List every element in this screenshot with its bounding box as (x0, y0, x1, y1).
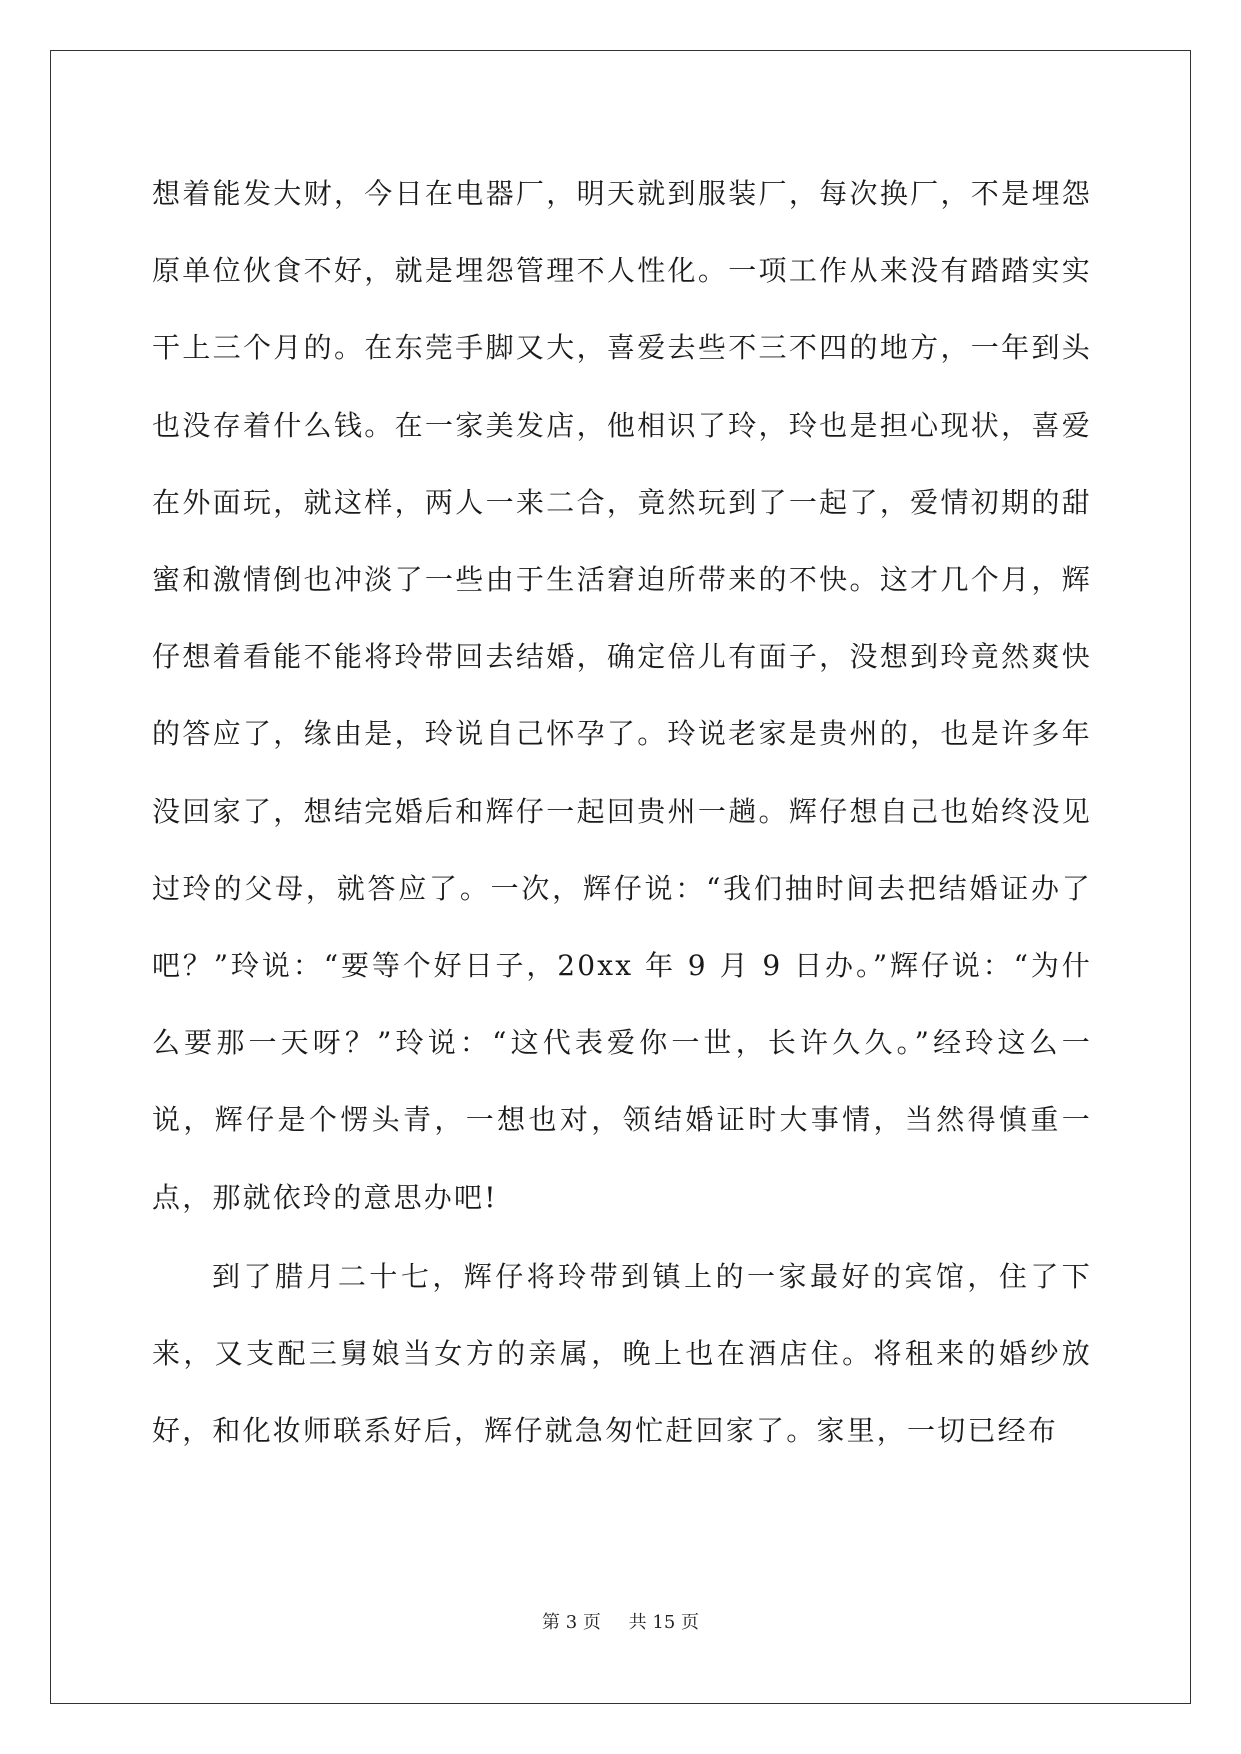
paragraph-2: 到了腊月二十七，辉仔将玲带到镇上的一家最好的宾馆，住了下来，又支配三舅娘当女方的亲属，晚上也在酒店住。将租来的婚纱放好，和化妆师联系好后，辉仔就急匆忙赶回家了。家里，一切已经布 (152, 1259, 1092, 1448)
page-footer (0, 1608, 1241, 1634)
page-total: 共 15 页 (628, 1612, 699, 1633)
document-body (152, 155, 1092, 1469)
paragraph-1: 想着能发大财，今日在电器厂，明天就到服装厂，每次换厂，不是埋怨原单位伙食不好，就是埋怨管理不人性化。一项工作从来没有踏踏实实干上三个月的。在东莞手脚又大，喜爱去些不三不四的地方，一年到头也没存着什么钱。在一家美发店，他相识了玲，玲也是担心现状，喜爱在外面玩，就这样，两人一来二合，竟然玩到了一起了，爱情初期的甜蜜和激情倒也冲淡了一些由于生活窘迫所带来的不快。这才几个月，辉仔想着看能不能将玲带回去结婚，确定倍儿有面子，没想到玲竟然爽快的答应了，缘由是，玲说自己怀孕了。玲说老家是贵州的，也是许多年没回家了，想结完婚后和辉仔一起回贵州一趟。辉仔想自己也始终没见过玲的父母，就答应了。一次，辉仔说：“我们抽时间去把结婚证办了吧？”玲说：“要等个好日子，20xx 年 9 月 9 日办。”辉仔说：“为什么要那一天呀？”玲说：“这代表爱你一世，长许久久。”经玲这么一说，辉仔是个愣头青，一想也对，领结婚证时大事情，当然得慎重一点，那就依玲的意思办吧! (152, 177, 1092, 1214)
page-number: 第 3 页 (542, 1612, 601, 1633)
